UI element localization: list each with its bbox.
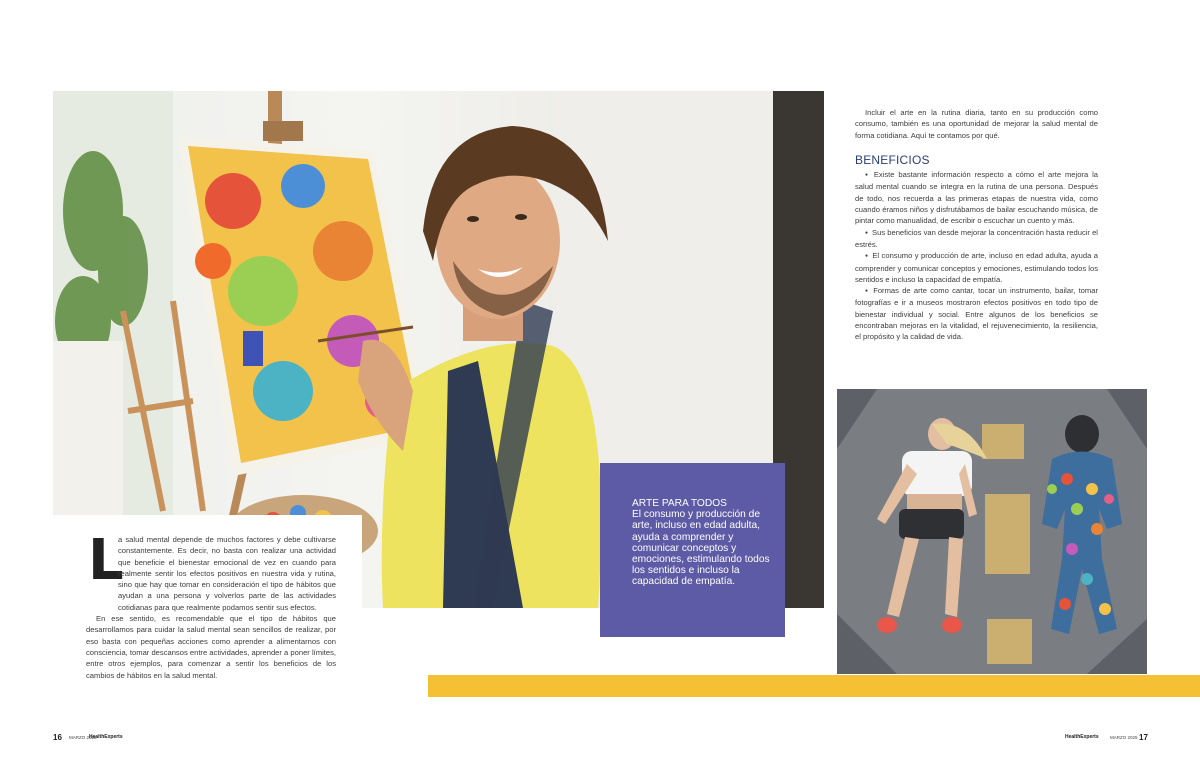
page-number-left: 16 — [53, 733, 62, 742]
bullet-item-2: ● Sus beneficios van desde mejorar la concentración hasta reducir el estrés. — [855, 227, 1098, 249]
accent-bar — [428, 675, 1200, 697]
bullet-icon: ● — [865, 172, 870, 179]
left-paragraph-1: a salud mental depende de muchos factores y debe cultivarse constantemente. Es decir, no basta con realizar una actividad que beneficie el bienestar emocional de vez en cuando para realmente sentir los efectos positivos en nuestra vida y rutina, sino que hay que tomar en consideración el tipo de hábitos que ayudan a una persona y volverlos parte de las actividades cotidianas para que realmente podamos sentir sus efectos. — [118, 535, 336, 612]
bullet-icon: ● — [865, 229, 869, 236]
footer-brand-left: HealthExperts — [89, 734, 123, 740]
left-paragraph-2: En ese sentido, es recomendable que el tipo de hábitos que desarrollamos para cuidar la salud mental sean sencillos de realizar, por eso basta con pequeñas acciones como aprender a alimentarnos con consciencia, tomar descansos entre actividades, aprender a poner límites, entre otros ejemplos, para comenzar a sentir los beneficios de los cambios de hábitos en la salud mental. — [86, 614, 336, 680]
photo-girl-on-floor — [837, 389, 1147, 674]
bullet-icon: ● — [865, 253, 869, 260]
callout-text: El consumo y producción de arte, incluso en edad adulta, ayuda a comprender y comunicar conceptos y emociones, estimulando todos los sentidos e incluso la capacidad de empatía. — [632, 509, 770, 588]
page-number-right: 17 — [1139, 733, 1148, 742]
drop-cap: L — [88, 528, 124, 593]
footer-date-right: MARZO 2025 — [1110, 735, 1138, 740]
bullet-item-1: ● Existe bastante información respecto a cómo el arte mejora la salud mental cuando se integra en la rutina de una persona. Después de todo, nos recuerda a las primeras etapas de nuestra vida, como cuando éramos niños y disfrutábamos de bailar escuchando música, de pintar como manualidad, de escribir o escuchar un cuento y más. — [855, 170, 1098, 226]
footer-brand-right: HealthExperts — [1065, 734, 1099, 740]
callout-title: ARTE PARA TODOS — [632, 498, 727, 509]
callout-box — [600, 463, 785, 637]
intro-paragraph: Incluir el arte en la rutina diaria, tanto en su producción como consumo, también es una oportunidad de mejorar la salud mental de forma cotidiana. Aquí te contamos por qué. — [855, 108, 1098, 140]
bullet-item-3: ● El consumo y producción de arte, incluso en edad adulta, ayuda a comprender y comunicar conceptos y emociones, estimulando todos los sentidos e incluso la capacidad de empatía. — [855, 251, 1098, 284]
bullet-icon: ● — [865, 288, 870, 295]
left-article-body — [86, 528, 336, 681]
bullet-item-4: ● Formas de arte como cantar, tocar un instrumento, bailar, tomar fotografías e ir a museos mostraron efectos positivos en todo tipo de bienestar individual y social. Entre algunos de los beneficios se encontraban mejoras en la vitalidad, el rejuvenecimiento, la resiliencia, el propósito y la calidad de vida. — [855, 286, 1098, 342]
right-article-body — [855, 107, 1098, 343]
section-title-beneficios: BENEFICIOS — [855, 152, 930, 167]
footer-date-left: MARZO 2025 — [69, 735, 97, 740]
